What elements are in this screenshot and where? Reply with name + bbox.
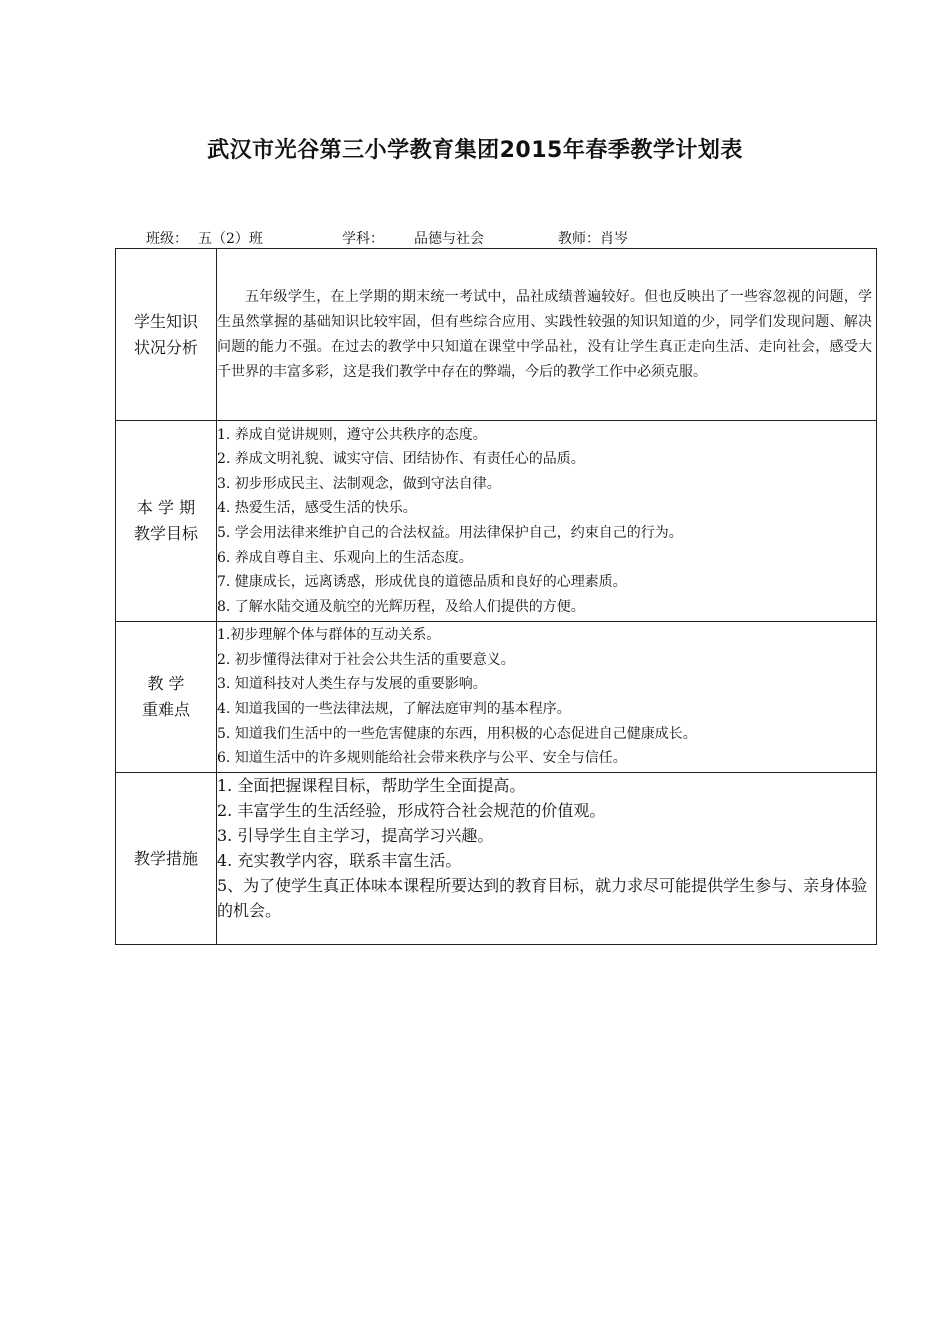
analysis-text: 五年级学生，在上学期的期末统一考试中，品社成绩普遍较好。但也反映出了一些容忽视的问题，学生虽然掌握的基础知识比较牢固，但有些综合应用、实践性较强的知识知道的少，同学们发现问题、解决问题的能力不强。在过去的教学中只知道在课堂中学品社，没有让学生真正走向生活、走向社会，感受大千世界的丰富多彩，这是我们教学中存在的弊端，今后的教学工作中必须克服。 — [217, 288, 872, 380]
list-item: 2. 养成文明礼貌、诚实守信、团结协作、有责任心的品质。 — [217, 451, 585, 468]
plan-table — [115, 248, 877, 945]
list-item: 5. 知道我们生活中的一些危害健康的东西，用积极的心态促进自己健康成长。 — [217, 725, 697, 742]
list-item: 4. 知道我国的一些法律法规，了解法庭审判的基本程序。 — [217, 701, 571, 717]
measures-content — [217, 773, 877, 945]
measures-label: 教学措施 — [116, 773, 217, 945]
subject-value: 品德与社会 — [414, 231, 484, 247]
key-points-content — [217, 622, 877, 773]
list-item: 5. 学会用法律来维护自己的合法权益。用法律保护自己，约束自己的行为。 — [217, 525, 683, 541]
key-points-list — [217, 623, 876, 771]
goals-row — [116, 421, 877, 622]
list-item: 1. 全面把握课程目标，帮助学生全面提高。 — [217, 776, 526, 795]
goals-label-line1: 本 学 期 — [136, 498, 196, 517]
teacher-label: 教师： — [558, 231, 600, 247]
goals-label — [116, 421, 217, 622]
list-item: 5、为了使学生真正体味本课程所要达到的教育目标，就力求尽可能提供学生参与、亲身体验的机会。 — [217, 876, 868, 920]
analysis-row — [116, 249, 877, 421]
list-item: 4. 充实教学内容，联系丰富生活。 — [217, 851, 462, 870]
class-value: 五（2）班 — [198, 231, 263, 247]
list-item: 8. 了解水陆交通及航空的光辉历程，及给人们提供的方便。 — [217, 598, 585, 615]
analysis-label-line1: 学生知识 — [133, 311, 198, 331]
teacher-value: 肖岑 — [600, 231, 628, 247]
subject-label: 学科： — [342, 231, 384, 247]
key-points-row — [116, 622, 877, 773]
list-item: 6. 养成自尊自主、乐观向上的生活态度。 — [217, 549, 473, 566]
key-points-label-line1: 教 学 — [147, 674, 185, 693]
measures-list — [217, 773, 876, 923]
goals-label-line2: 教学目标 — [133, 524, 198, 543]
list-item: 7. 健康成长，远离诱惑，形成优良的道德品质和良好的心理素质。 — [217, 574, 627, 591]
key-points-label-line2: 重难点 — [141, 700, 190, 719]
analysis-label-line2: 状况分析 — [133, 337, 198, 357]
key-points-label — [116, 622, 217, 773]
list-item: 1.初步理解个体与群体的互动关系。 — [217, 627, 441, 644]
goals-content — [217, 421, 877, 622]
list-item: 3. 引导学生自主学习，提高学习兴趣。 — [217, 826, 494, 845]
list-item: 1. 养成自觉讲规则，遵守公共秩序的态度。 — [217, 426, 487, 443]
page-title: 武汉市光谷第三小学教育集团2015年春季教学计划表 — [207, 138, 743, 163]
list-item: 3. 初步形成民主、法制观念，做到守法自律。 — [217, 475, 501, 492]
list-item: 2. 丰富学生的生活经验，形成符合社会规范的价值观。 — [217, 801, 606, 820]
list-item: 4. 热爱生活，感受生活的快乐。 — [217, 500, 417, 517]
analysis-label — [116, 249, 217, 421]
goals-list — [217, 423, 876, 620]
list-item: 6. 知道生活中的许多规则能给社会带来秩序与公平、安全与信任。 — [217, 750, 627, 767]
class-label: 班级： — [146, 231, 188, 247]
analysis-content — [217, 249, 877, 421]
list-item: 3. 知道科技对人类生存与发展的重要影响。 — [217, 676, 487, 693]
list-item: 2. 初步懂得法律对于社会公共生活的重要意义。 — [217, 651, 515, 668]
measures-row — [116, 773, 877, 945]
